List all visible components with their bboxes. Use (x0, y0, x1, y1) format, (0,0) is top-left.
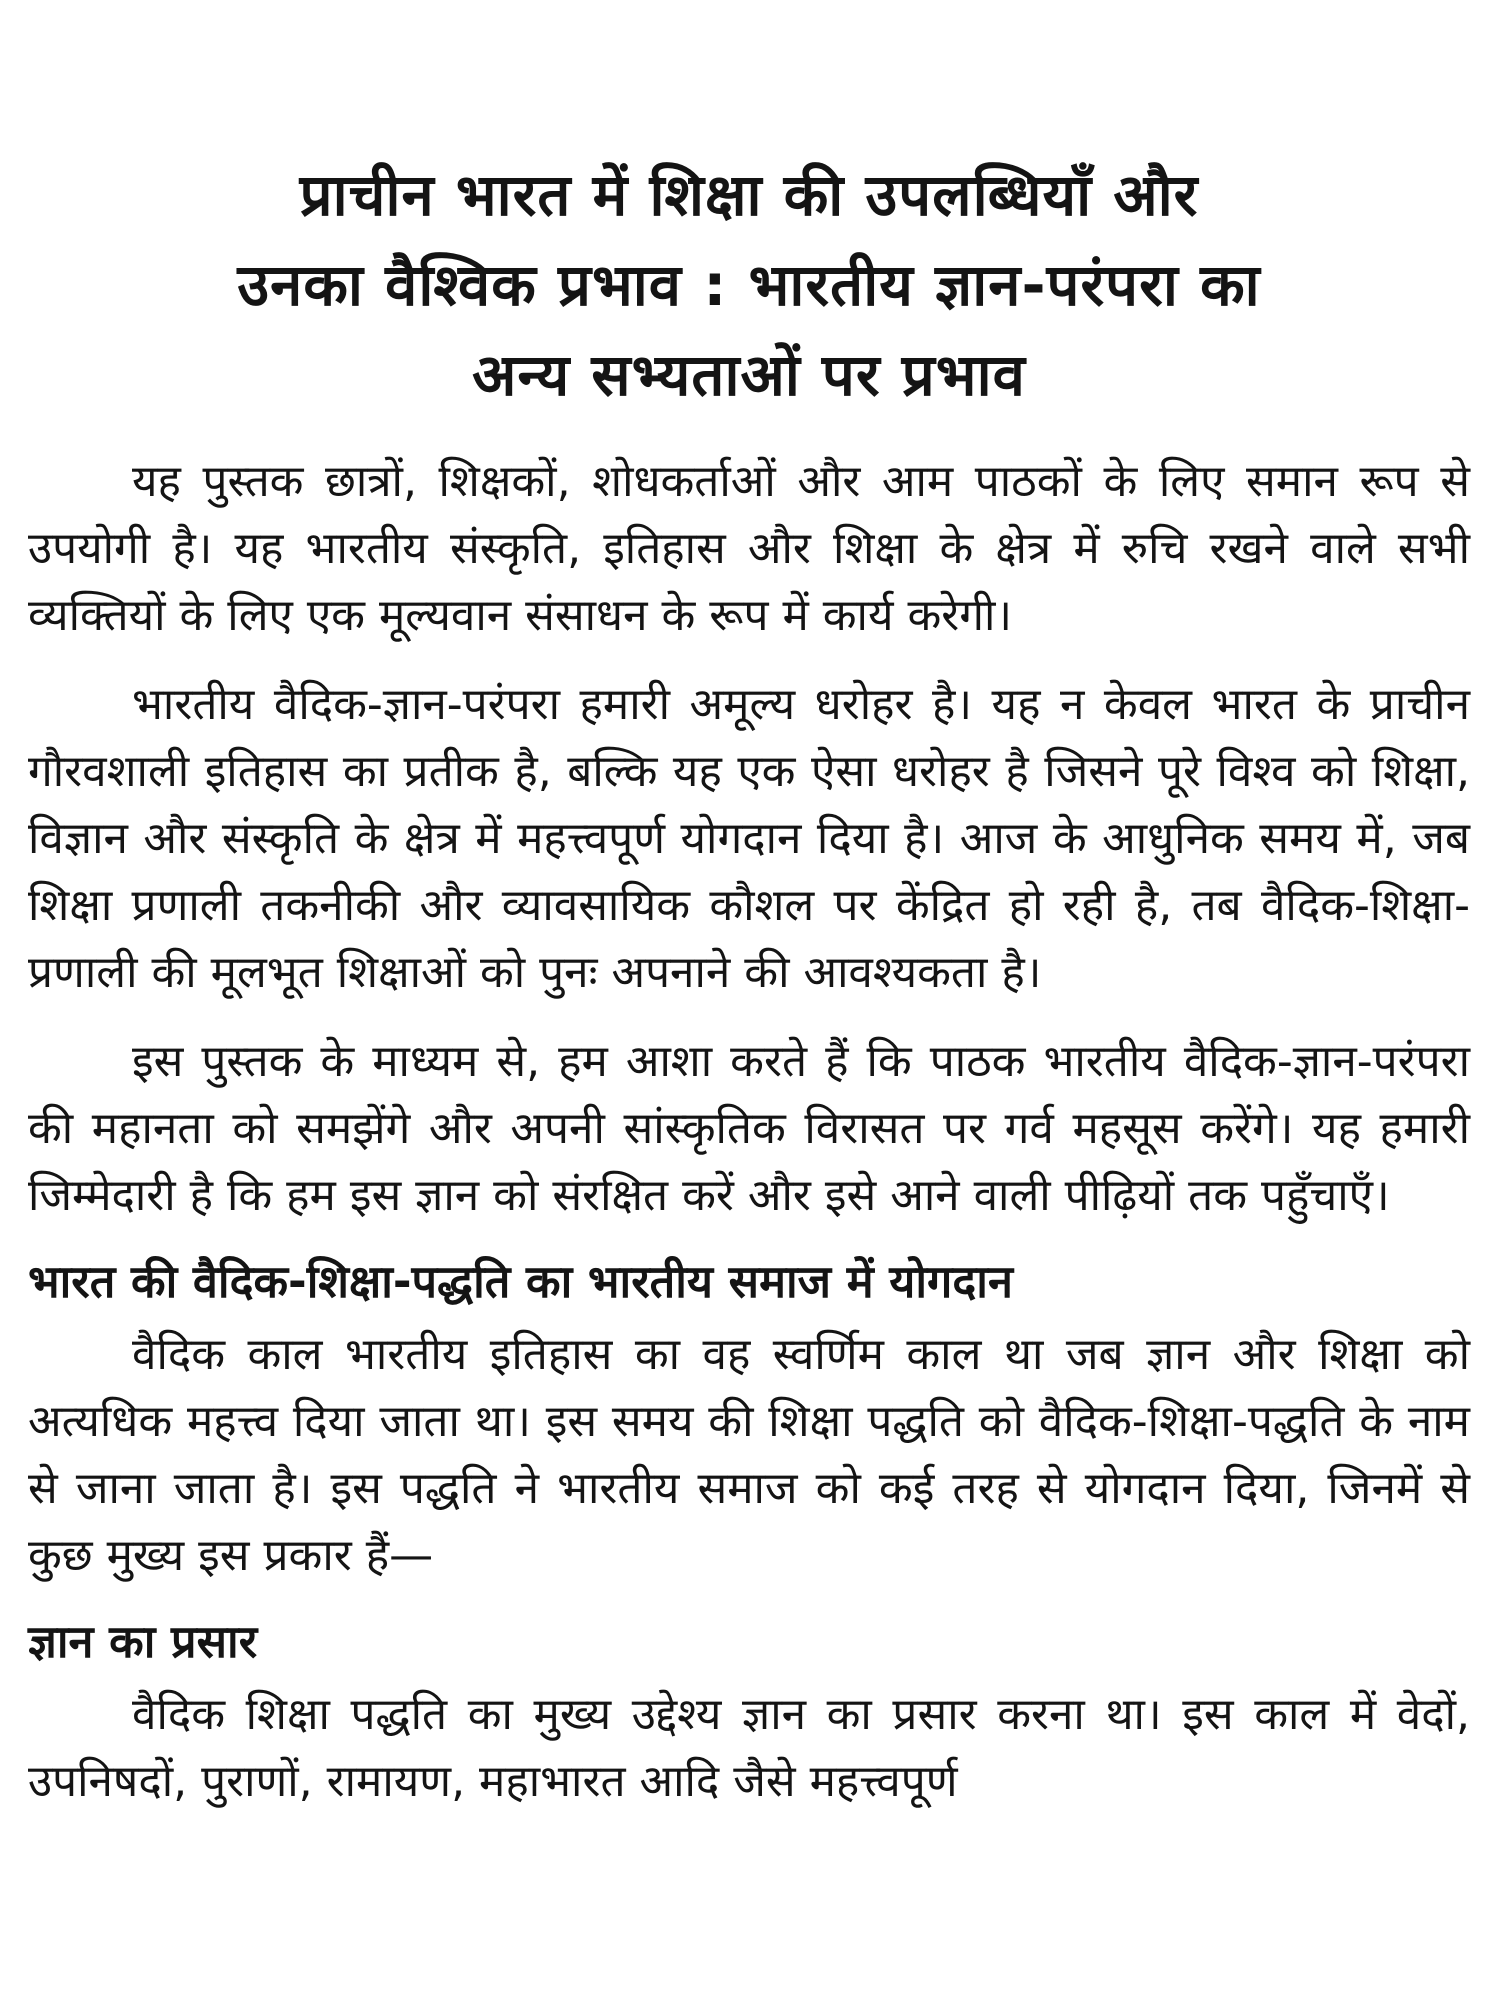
subsection-paragraph: वैदिक शिक्षा पद्धति का मुख्य उद्देश्य ज्ञान का प्रसार करना था। इस काल में वेदों, उपनिषदों, पुराणों, रामायण, महाभारत आदि जैसे महत्त्वपूर्ण (28, 1689, 1470, 1807)
intro-paragraph-1: यह पुस्तक छात्रों, शिक्षकों, शोधकर्ताओं और आम पाठकों के लिए समान रूप से उपयोगी है। यह भारतीय संस्कृति, इतिहास और शिक्षा के क्षेत्र में रुचि रखने वाले सभी व्यक्तियों के लिए एक मूल्यवान संसाधन के रूप में कार्य करेगी। (28, 456, 1470, 641)
section-heading: भारत की वैदिक-शिक्षा-पद्धति का भारतीय समाज में योगदान (28, 1255, 1013, 1308)
page-title (28, 150, 1470, 420)
title-line-2: उनका वैश्विक प्रभाव : भारतीय ज्ञान-परंपरा का (237, 251, 1261, 319)
intro-paragraph-2: भारतीय वैदिक-ज्ञान-परंपरा हमारी अमूल्य धरोहर है। यह न केवल भारत के प्राचीन गौरवशाली इतिहास का प्रतीक है, बल्कि यह एक ऐसा धरोहर है जिसने पूरे विश्व को शिक्षा, विज्ञान और संस्कृति के क्षेत्र में महत्त्वपूर्ण योगदान दिया है। आज के आधुनिक समय में, जब शिक्षा प्रणाली तकनीकी और व्यावसायिक कौशल पर केंद्रित हो रही है, तब वैदिक-शिक्षा-प्रणाली की मूलभूत शिक्षाओं को पुनः अपनाने की आवश्यकता है। (28, 679, 1470, 998)
intro-paragraph-3: इस पुस्तक के माध्यम से, हम आशा करते हैं कि पाठक भारतीय वैदिक-ज्ञान-परंपरा की महानता को समझेंगे और अपनी सांस्कृतिक विरासत पर गर्व महसूस करेंगे। यह हमारी जिम्मेदारी है कि हम इस ज्ञान को संरक्षित करें और इसे आने वाली पीढ़ियों तक पहुँचाएँ। (28, 1036, 1470, 1221)
section-paragraph: वैदिक काल भारतीय इतिहास का वह स्वर्णिम काल था जब ज्ञान और शिक्षा को अत्यधिक महत्त्व दिया जाता था। इस समय की शिक्षा पद्धति को वैदिक-शिक्षा-पद्धति के नाम से जाना जाता है। इस पद्धति ने भारतीय समाज को कई तरह से योगदान दिया, जिनमें से कुछ मुख्य इस प्रकार हैं— (28, 1329, 1470, 1581)
subsection-heading: ज्ञान का प्रसार (28, 1615, 258, 1668)
title-line-1: प्राचीन भारत में शिक्षा की उपलब्धियाँ और (299, 161, 1199, 229)
title-line-3: अन्य सभ्यताओं पर प्रभाव (472, 341, 1026, 409)
